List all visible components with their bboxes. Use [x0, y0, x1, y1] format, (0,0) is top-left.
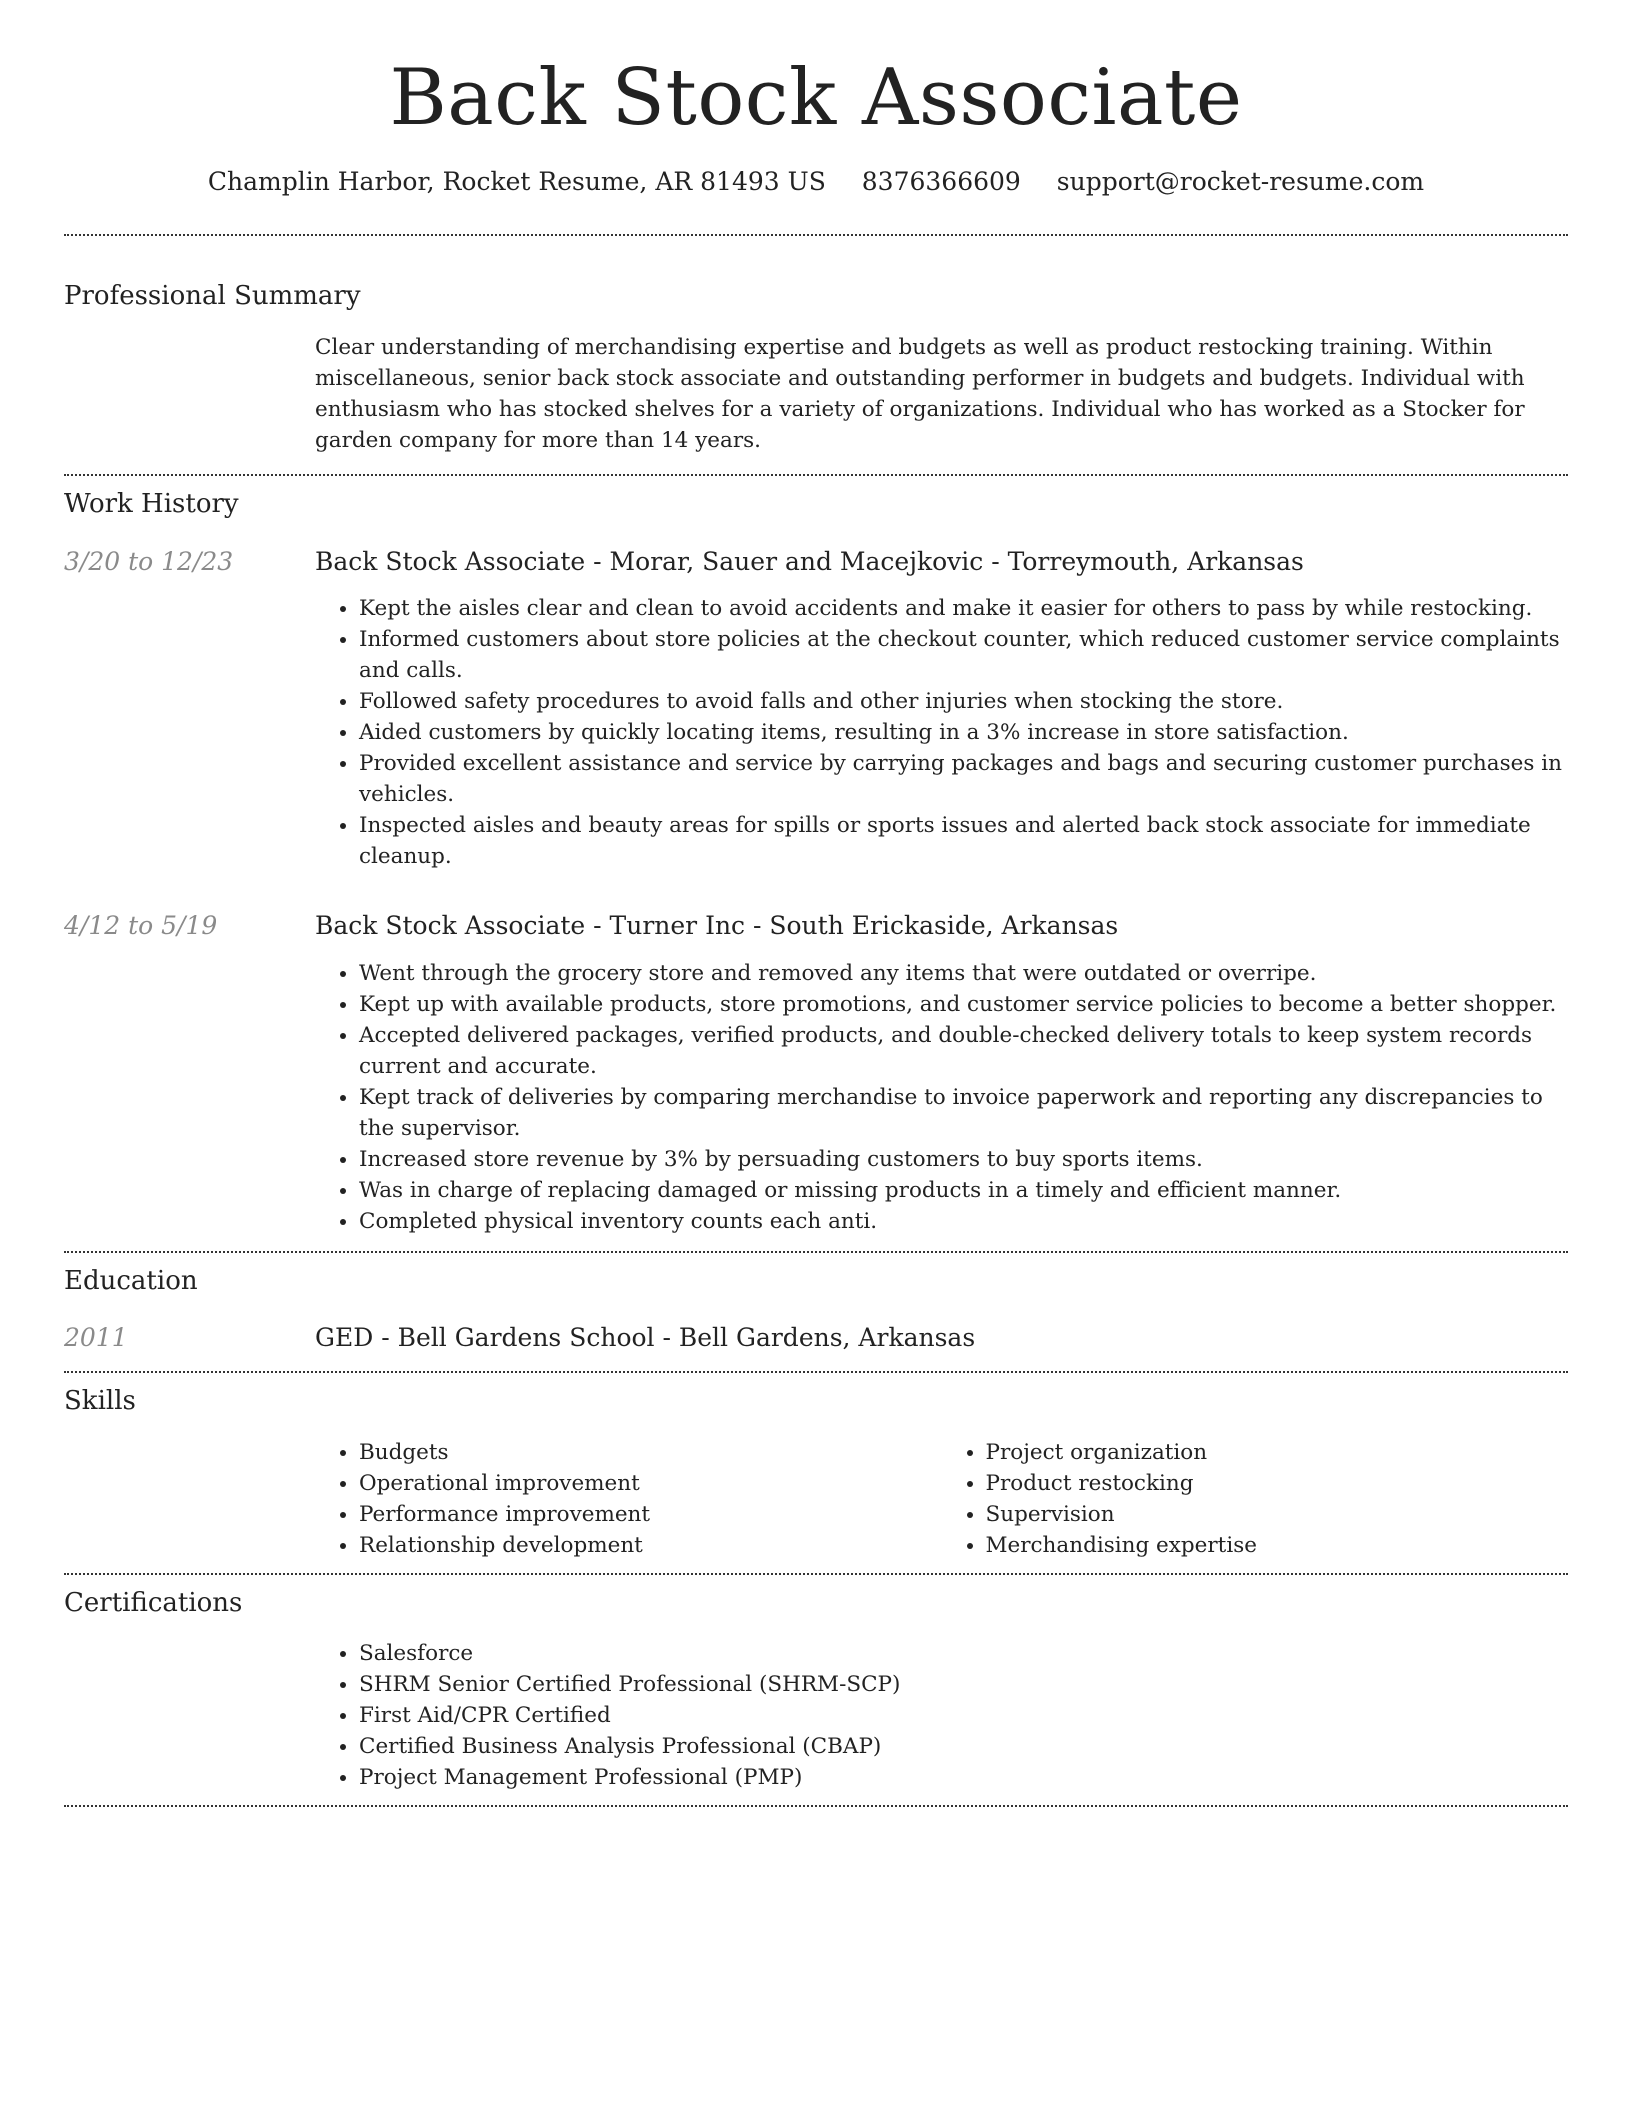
list-item: • Completed physical inventory counts each anti.: [359, 1206, 1568, 1237]
contact-address: Champlin Harbor, Rocket Resume, AR 81493 US: [207, 166, 826, 196]
certification-item: • Salesforce: [359, 1638, 1568, 1669]
divider: [64, 474, 1568, 476]
list-item: • Provided excellent assistance and service by carrying packages and bags and securing customer purchases in vehicles.: [359, 748, 1568, 810]
contact-email: support@rocket-resume.com: [1056, 166, 1425, 196]
certifications-section: [64, 1587, 1568, 1794]
job-dates: 4/12 to 5/19: [64, 911, 218, 941]
education-section: [64, 1265, 1568, 1355]
list-item: • Was in charge of replacing damaged or missing products in a timely and efficient manner.: [359, 1175, 1568, 1206]
certification-item: • Certified Business Analysis Professional (CBAP): [359, 1731, 1568, 1762]
education-entry: [64, 1322, 1568, 1355]
skills-list-left: [315, 1437, 942, 1561]
list-item: • Inspected aisles and beauty areas for spills or sports issues and alerted back stock associate for immediate cleanup.: [359, 810, 1568, 872]
skill-item: • Project organization: [986, 1437, 1569, 1468]
job-heading: Back Stock Associate - Turner Inc - South Erickaside, Arkansas: [315, 911, 1119, 941]
skills-list-right: [942, 1437, 1569, 1561]
list-item: • Kept the aisles clear and clean to avoid accidents and make it easier for others to pass by while restocking.: [359, 593, 1568, 624]
list-item: • Kept track of deliveries by comparing merchandise to invoice paperwork and reporting any discrepancies to the supervisor.: [359, 1082, 1568, 1144]
certification-item: • Project Management Professional (PMP): [359, 1762, 1568, 1793]
skills-section: [64, 1385, 1568, 1561]
summary-section: [64, 280, 1568, 456]
certification-item: • SHRM Senior Certified Professional (SHRM-SCP): [359, 1669, 1568, 1700]
skill-item: • Supervision: [986, 1499, 1569, 1530]
job-bullets: [315, 958, 1568, 1237]
contact-line: [64, 166, 1568, 199]
certification-item: • First Aid/CPR Certified: [359, 1700, 1568, 1731]
summary-text: Clear understanding of merchandising expertise and budgets as well as product restocking training. Within miscellaneous, senior back stock associate and outstanding performer in budgets and budgets. Individual with enthusiasm who has stocked shelves for a variety of organizations. Individual who has worked as a Stocker for garden company for more than 14 years.: [315, 334, 1525, 453]
work-history-title: Work History: [64, 488, 239, 519]
list-item: • Went through the grocery store and removed any items that were outdated or overripe.: [359, 958, 1568, 989]
job-dates: 3/20 to 12/23: [64, 546, 234, 576]
contact-phone: 8376366609: [861, 166, 1021, 196]
education-title: Education: [64, 1265, 198, 1296]
skill-item: • Product restocking: [986, 1468, 1569, 1499]
divider: [64, 1371, 1568, 1373]
job-entry: [64, 546, 1568, 873]
work-history-section: [64, 488, 1568, 1237]
education-heading: GED - Bell Gardens School - Bell Gardens, Arkansas: [315, 1323, 976, 1353]
job-entry: [64, 910, 1568, 1237]
job-bullets: [315, 593, 1568, 872]
list-item: • Accepted delivered packages, verified products, and double-checked delivery totals to keep system records current and accurate.: [359, 1020, 1568, 1082]
divider: [64, 1251, 1568, 1253]
divider: [64, 1805, 1568, 1807]
skill-item: • Merchandising expertise: [986, 1530, 1569, 1561]
resume-name: Back Stock Associate: [389, 53, 1243, 143]
certifications-title: Certifications: [64, 1587, 243, 1618]
skills-title: Skills: [64, 1385, 136, 1416]
list-item: • Kept up with available products, store promotions, and customer service policies to become a better shopper.: [359, 989, 1568, 1020]
divider: [64, 1573, 1568, 1575]
education-year: 2011: [64, 1323, 128, 1353]
list-item: • Informed customers about store policies at the checkout counter, which reduced customer service complaints and calls.: [359, 624, 1568, 686]
divider: [64, 234, 1568, 236]
job-heading: Back Stock Associate - Morar, Sauer and Macejkovic - Torreymouth, Arkansas: [315, 546, 1304, 576]
list-item: • Followed safety procedures to avoid falls and other injuries when stocking the store.: [359, 686, 1568, 717]
summary-title: Professional Summary: [64, 281, 361, 311]
certifications-list: [315, 1638, 1568, 1793]
list-item: • Increased store revenue by 3% by persuading customers to buy sports items.: [359, 1144, 1568, 1175]
skill-item: • Budgets: [359, 1437, 942, 1468]
skill-item: • Performance improvement: [359, 1499, 942, 1530]
skill-item: • Relationship development: [359, 1530, 942, 1561]
list-item: • Aided customers by quickly locating items, resulting in a 3% increase in store satisfaction.: [359, 717, 1568, 748]
skill-item: • Operational improvement: [359, 1468, 942, 1499]
